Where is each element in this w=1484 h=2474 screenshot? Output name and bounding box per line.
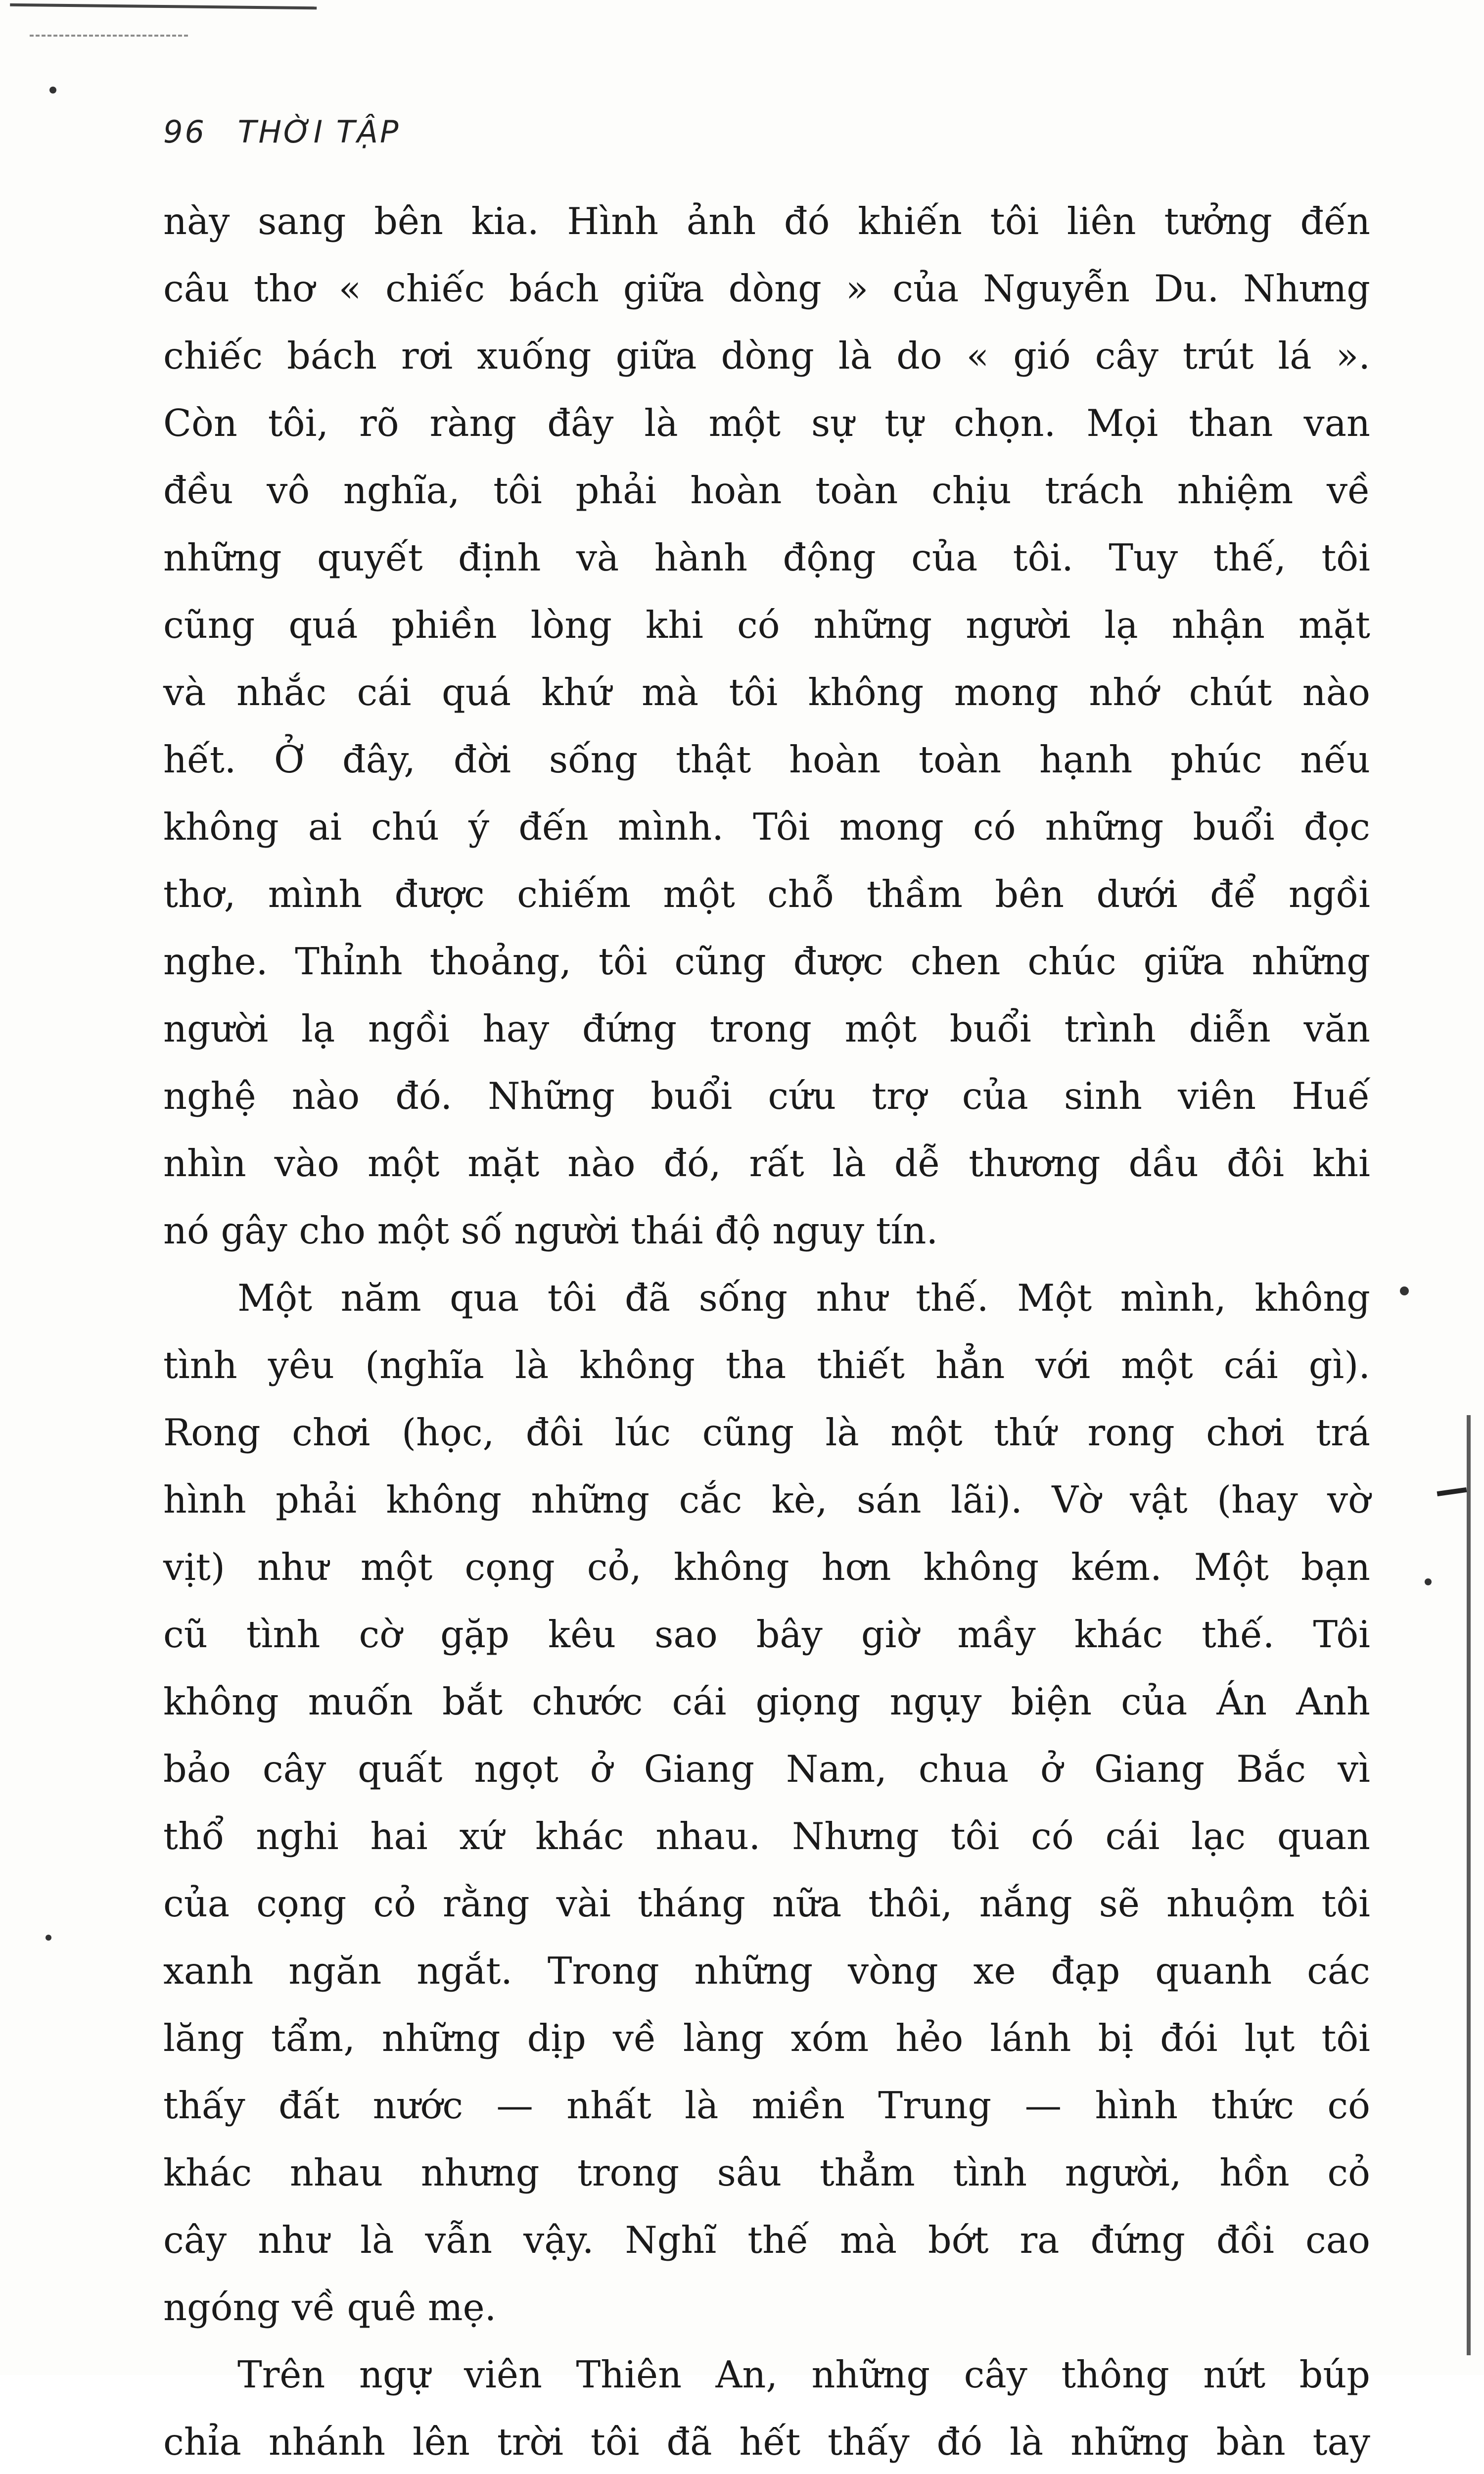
paragraph <box>163 188 1370 1265</box>
scan-artifact-top-line <box>10 3 317 29</box>
scan-speck <box>1425 1578 1432 1585</box>
text-line: tình yêu (nghĩa là không tha thiết hẳn với một cái gì). <box>163 1344 1370 1387</box>
text-line: những quyết định và hành động của tôi. Tuy thế, tôi <box>163 536 1370 579</box>
scan-artifact-edge-dash <box>1437 1487 1467 1496</box>
text-line: cây như là vẫn vậy. Nghĩ thế mà bớt ra đứng đồi cao <box>163 2219 1370 2262</box>
text-line: người lạ ngồi hay đứng trong một buổi trình diễn văn <box>163 1007 1370 1050</box>
text-line: khác nhau nhưng trong sâu thẳm tình người, hồn cỏ <box>163 2151 1370 2194</box>
text-line: câu thơ « chiếc bách giữa dòng » của Nguyễn Du. Nhưng <box>163 267 1370 310</box>
text-line: nghe. Thỉnh thoảng, tôi cũng được chen chúc giữa những <box>163 940 1370 983</box>
body-text <box>163 188 1370 2474</box>
text-line: không muốn bắt chước cái giọng ngụy biện của Án Anh <box>163 1680 1370 1723</box>
scan-artifact-top-dash <box>30 35 188 42</box>
text-line: bảo cây quất ngọt ở Giang Nam, chua ở Giang Bắc vì <box>163 1748 1370 1791</box>
paragraph <box>163 1265 1370 2341</box>
text-line: Rong chơi (học, đôi lúc cũng là một thứ rong chơi trá <box>163 1411 1370 1454</box>
text-line: Một năm qua tôi đã sống như thế. Một mình, không <box>237 1277 1370 1320</box>
scan-speck <box>1400 1286 1409 1295</box>
text-line: chỉa nhánh lên trời tôi đã hết thấy đó là những bàn tay <box>163 2421 1370 2464</box>
scan-artifact-right-edge <box>1467 1415 1471 2355</box>
text-line: chiếc bách rơi xuống giữa dòng là do « gió cây trút lá ». <box>163 334 1370 378</box>
text-line: đều vô nghĩa, tôi phải hoàn toàn chịu trách nhiệm về <box>163 469 1370 512</box>
text-line: Còn tôi, rõ ràng đây là một sự tự chọn. Mọi than van <box>163 402 1370 445</box>
text-line: nghệ nào đó. Những buổi cứu trợ của sinh viên Huế <box>163 1075 1370 1118</box>
text-line: xanh ngăn ngắt. Trong những vòng xe đạp quanh các <box>163 1950 1370 1993</box>
text-line: thơ, mình được chiếm một chỗ thầm bên dưới để ngồi <box>163 873 1370 916</box>
page-number: 96 <box>163 114 206 150</box>
text-line: nó gây cho một số người thái độ nguy tín. <box>163 1209 938 1252</box>
running-title: THỜI TẬP <box>237 114 401 150</box>
text-line: hình phải không những cắc kè, sán lãi). Vờ vật (hay vờ <box>163 1478 1370 1522</box>
text-line: cũ tình cờ gặp kêu sao bây giờ mầy khác thế. Tôi <box>163 1613 1370 1656</box>
text-line: cũng quá phiền lòng khi có những người lạ nhận mặt <box>163 604 1370 647</box>
text-line: hết. Ở đây, đời sống thật hoàn toàn hạnh phúc nếu <box>163 738 1370 781</box>
scan-speck <box>46 1935 51 1941</box>
text-line: này sang bên kia. Hình ảnh đó khiến tôi liên tưởng đến <box>163 200 1370 243</box>
text-line: thấy đất nước — nhất là miền Trung — hình thức có <box>163 2084 1370 2127</box>
paragraph <box>163 2341 1370 2474</box>
text-line: không ai chú ý đến mình. Tôi mong có những buổi đọc <box>163 806 1370 849</box>
text-line: của cọng cỏ rằng vài tháng nữa thôi, nắng sẽ nhuộm tôi <box>163 1882 1370 1925</box>
text-line: lăng tẩm, những dịp về làng xóm hẻo lánh bị đói lụt tôi <box>163 2017 1370 2060</box>
text-line: nhìn vào một mặt nào đó, rất là dễ thương dầu đôi khi <box>163 1142 1370 1185</box>
text-line: ngóng về quê mẹ. <box>163 2286 497 2329</box>
text-line: Trên ngự viên Thiên An, những cây thông nứt búp <box>237 2353 1370 2396</box>
text-line: và nhắc cái quá khứ mà tôi không mong nhớ chút nào <box>163 671 1370 714</box>
text-line: vịt) như một cọng cỏ, không hơn không kém. Một bạn <box>163 1546 1370 1589</box>
text-line: thổ nghi hai xứ khác nhau. Nhưng tôi có cái lạc quan <box>163 1815 1370 1858</box>
running-header <box>163 114 400 150</box>
scan-speck <box>49 87 56 94</box>
